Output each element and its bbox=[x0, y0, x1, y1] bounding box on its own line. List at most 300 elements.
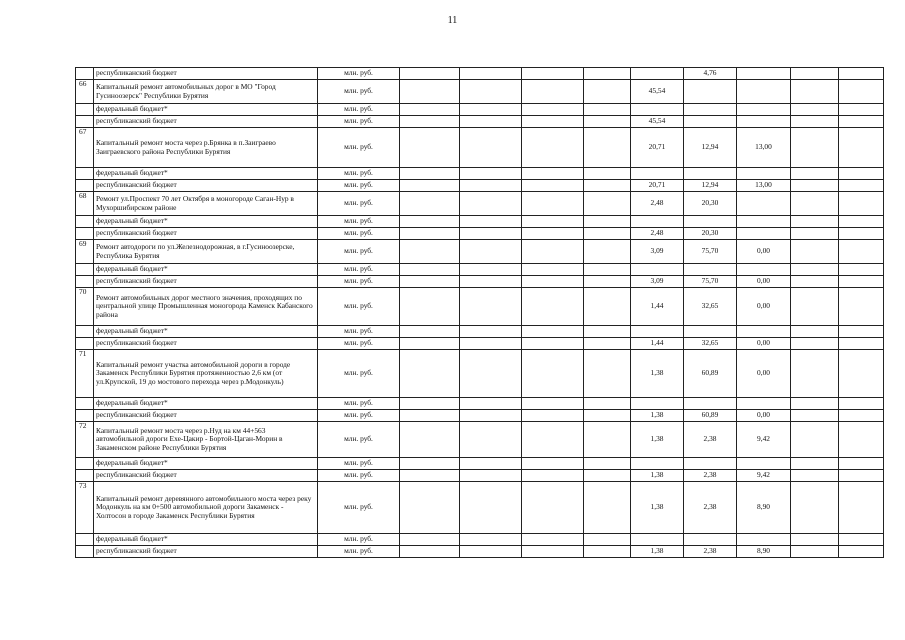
value-cell bbox=[631, 326, 684, 338]
value-cell bbox=[839, 546, 884, 558]
value-cell bbox=[400, 398, 460, 410]
value-cell bbox=[839, 338, 884, 350]
value-cell bbox=[791, 264, 839, 276]
item-name-cell: Ремонт ул.Проспект 70 лет Октября в моногороде Саган-Нур в Мухоршибирском районе bbox=[94, 192, 318, 216]
row-number-cell bbox=[76, 168, 94, 180]
value-cell bbox=[839, 216, 884, 228]
value-cell bbox=[839, 482, 884, 534]
value-cell bbox=[400, 276, 460, 288]
row-number-cell bbox=[76, 534, 94, 546]
value-cell bbox=[737, 326, 791, 338]
value-cell bbox=[460, 410, 522, 422]
value-cell: 2,38 bbox=[684, 422, 737, 458]
value-cell bbox=[584, 68, 631, 80]
value-cell bbox=[522, 192, 584, 216]
value-cell bbox=[684, 398, 737, 410]
row-number-cell bbox=[76, 410, 94, 422]
value-cell bbox=[839, 264, 884, 276]
value-cell bbox=[839, 68, 884, 80]
value-cell bbox=[400, 228, 460, 240]
value-cell: 32,65 bbox=[684, 338, 737, 350]
value-cell bbox=[839, 128, 884, 168]
value-cell bbox=[522, 264, 584, 276]
value-cell: 1,38 bbox=[631, 410, 684, 422]
value-cell bbox=[584, 398, 631, 410]
value-cell bbox=[839, 326, 884, 338]
unit-cell: млн. руб. bbox=[318, 410, 400, 422]
value-cell: 13,00 bbox=[737, 128, 791, 168]
value-cell bbox=[400, 80, 460, 104]
value-cell bbox=[400, 410, 460, 422]
value-cell bbox=[460, 228, 522, 240]
value-cell: 2,48 bbox=[631, 228, 684, 240]
value-cell: 1,44 bbox=[631, 338, 684, 350]
value-cell bbox=[522, 288, 584, 326]
value-cell bbox=[584, 168, 631, 180]
item-name-cell: республиканский бюджет bbox=[94, 68, 318, 80]
value-cell bbox=[631, 216, 684, 228]
value-cell bbox=[584, 288, 631, 326]
value-cell bbox=[737, 458, 791, 470]
page-number: 11 bbox=[447, 15, 458, 26]
table-row-budget bbox=[76, 180, 884, 192]
unit-cell: млн. руб. bbox=[318, 338, 400, 350]
value-cell bbox=[631, 534, 684, 546]
value-cell: 75,70 bbox=[684, 276, 737, 288]
value-cell bbox=[584, 80, 631, 104]
value-cell bbox=[584, 104, 631, 116]
value-cell bbox=[400, 192, 460, 216]
value-cell bbox=[460, 180, 522, 192]
value-cell: 20,30 bbox=[684, 192, 737, 216]
value-cell bbox=[839, 470, 884, 482]
value-cell bbox=[839, 228, 884, 240]
value-cell bbox=[460, 192, 522, 216]
unit-cell: млн. руб. bbox=[318, 276, 400, 288]
value-cell bbox=[400, 534, 460, 546]
item-name-cell: Капитальный ремонт автомобильных дорог в МО "Город Гусиноозерск" Республики Бурятия bbox=[94, 80, 318, 104]
unit-cell: млн. руб. bbox=[318, 180, 400, 192]
item-name-cell: федеральный бюджет* bbox=[94, 104, 318, 116]
item-name-cell: федеральный бюджет* bbox=[94, 216, 318, 228]
unit-cell: млн. руб. bbox=[318, 398, 400, 410]
value-cell bbox=[791, 326, 839, 338]
value-cell bbox=[522, 422, 584, 458]
value-cell bbox=[460, 482, 522, 534]
value-cell bbox=[684, 326, 737, 338]
unit-cell: млн. руб. bbox=[318, 470, 400, 482]
unit-cell: млн. руб. bbox=[318, 104, 400, 116]
row-number-cell bbox=[76, 264, 94, 276]
value-cell bbox=[791, 68, 839, 80]
item-name-cell: республиканский бюджет bbox=[94, 180, 318, 192]
table-row-item bbox=[76, 128, 884, 168]
value-cell bbox=[522, 338, 584, 350]
value-cell bbox=[737, 216, 791, 228]
value-cell bbox=[737, 192, 791, 216]
value-cell bbox=[684, 458, 737, 470]
value-cell bbox=[839, 104, 884, 116]
value-cell bbox=[584, 534, 631, 546]
value-cell bbox=[791, 276, 839, 288]
table-row-budget bbox=[76, 534, 884, 546]
value-cell: 32,65 bbox=[684, 288, 737, 326]
value-cell bbox=[460, 68, 522, 80]
value-cell bbox=[460, 276, 522, 288]
item-name-cell: Капитальный ремонт моста через р.Брянка в п.Заиграево Заиграевского района Республики Бурятия bbox=[94, 128, 318, 168]
value-cell bbox=[684, 534, 737, 546]
value-cell: 3,09 bbox=[631, 240, 684, 264]
value-cell bbox=[684, 264, 737, 276]
value-cell bbox=[839, 458, 884, 470]
value-cell: 12,94 bbox=[684, 180, 737, 192]
row-number-cell: 69 bbox=[76, 240, 94, 264]
value-cell bbox=[460, 116, 522, 128]
value-cell bbox=[522, 240, 584, 264]
row-number-cell: 71 bbox=[76, 350, 94, 398]
value-cell bbox=[522, 458, 584, 470]
value-cell bbox=[400, 350, 460, 398]
value-cell bbox=[631, 458, 684, 470]
value-cell bbox=[791, 80, 839, 104]
item-name-cell: республиканский бюджет bbox=[94, 546, 318, 558]
value-cell bbox=[400, 326, 460, 338]
unit-cell: млн. руб. bbox=[318, 546, 400, 558]
value-cell bbox=[460, 338, 522, 350]
item-name-cell: федеральный бюджет* bbox=[94, 398, 318, 410]
value-cell bbox=[522, 128, 584, 168]
value-cell bbox=[839, 534, 884, 546]
value-cell: 60,89 bbox=[684, 410, 737, 422]
value-cell: 20,71 bbox=[631, 180, 684, 192]
value-cell bbox=[400, 470, 460, 482]
value-cell bbox=[684, 80, 737, 104]
value-cell: 9,42 bbox=[737, 422, 791, 458]
value-cell bbox=[584, 192, 631, 216]
table-row-item bbox=[76, 80, 884, 104]
value-cell bbox=[791, 422, 839, 458]
value-cell bbox=[839, 240, 884, 264]
unit-cell: млн. руб. bbox=[318, 228, 400, 240]
table-row-item bbox=[76, 482, 884, 534]
value-cell bbox=[791, 546, 839, 558]
table-row-budget bbox=[76, 68, 884, 80]
value-cell bbox=[522, 276, 584, 288]
table-row-budget bbox=[76, 338, 884, 350]
item-name-cell: федеральный бюджет* bbox=[94, 168, 318, 180]
value-cell bbox=[839, 410, 884, 422]
value-cell bbox=[400, 482, 460, 534]
value-cell: 2,48 bbox=[631, 192, 684, 216]
unit-cell: млн. руб. bbox=[318, 326, 400, 338]
value-cell bbox=[522, 534, 584, 546]
item-name-cell: федеральный бюджет* bbox=[94, 534, 318, 546]
value-cell bbox=[460, 546, 522, 558]
unit-cell: млн. руб. bbox=[318, 128, 400, 168]
value-cell bbox=[400, 338, 460, 350]
unit-cell: млн. руб. bbox=[318, 422, 400, 458]
value-cell: 75,70 bbox=[684, 240, 737, 264]
unit-cell: млн. руб. bbox=[318, 80, 400, 104]
value-cell bbox=[460, 216, 522, 228]
value-cell bbox=[791, 410, 839, 422]
table-row-budget bbox=[76, 410, 884, 422]
value-cell bbox=[684, 104, 737, 116]
value-cell bbox=[839, 422, 884, 458]
row-number-cell bbox=[76, 338, 94, 350]
value-cell bbox=[839, 180, 884, 192]
row-number-cell: 73 bbox=[76, 482, 94, 534]
value-cell: 0,00 bbox=[737, 410, 791, 422]
unit-cell: млн. руб. bbox=[318, 264, 400, 276]
value-cell bbox=[584, 326, 631, 338]
value-cell: 1,38 bbox=[631, 546, 684, 558]
value-cell bbox=[400, 180, 460, 192]
table-row-item bbox=[76, 192, 884, 216]
value-cell: 8,90 bbox=[737, 482, 791, 534]
value-cell bbox=[522, 168, 584, 180]
row-number-cell bbox=[76, 470, 94, 482]
value-cell bbox=[400, 240, 460, 264]
unit-cell: млн. руб. bbox=[318, 288, 400, 326]
value-cell: 0,00 bbox=[737, 350, 791, 398]
row-number-cell bbox=[76, 458, 94, 470]
row-number-cell bbox=[76, 116, 94, 128]
value-cell bbox=[522, 546, 584, 558]
value-cell bbox=[584, 350, 631, 398]
item-name-cell: республиканский бюджет bbox=[94, 410, 318, 422]
value-cell bbox=[400, 546, 460, 558]
value-cell bbox=[522, 68, 584, 80]
value-cell bbox=[737, 116, 791, 128]
value-cell bbox=[791, 228, 839, 240]
value-cell bbox=[460, 350, 522, 398]
value-cell bbox=[400, 216, 460, 228]
table-row-budget bbox=[76, 228, 884, 240]
value-cell bbox=[460, 458, 522, 470]
table-body bbox=[76, 68, 884, 558]
unit-cell: млн. руб. bbox=[318, 192, 400, 216]
table-row-budget bbox=[76, 264, 884, 276]
value-cell: 0,00 bbox=[737, 276, 791, 288]
value-cell bbox=[791, 104, 839, 116]
table-row-budget bbox=[76, 546, 884, 558]
table-row-budget bbox=[76, 116, 884, 128]
value-cell bbox=[839, 398, 884, 410]
value-cell bbox=[791, 116, 839, 128]
unit-cell: млн. руб. bbox=[318, 534, 400, 546]
value-cell bbox=[737, 534, 791, 546]
value-cell: 1,38 bbox=[631, 422, 684, 458]
value-cell bbox=[584, 338, 631, 350]
item-name-cell: республиканский бюджет bbox=[94, 338, 318, 350]
value-cell bbox=[684, 216, 737, 228]
value-cell: 2,38 bbox=[684, 470, 737, 482]
item-name-cell: республиканский бюджет bbox=[94, 470, 318, 482]
value-cell bbox=[522, 228, 584, 240]
table-row-budget bbox=[76, 458, 884, 470]
value-cell bbox=[791, 216, 839, 228]
unit-cell: млн. руб. bbox=[318, 482, 400, 534]
value-cell bbox=[791, 192, 839, 216]
value-cell bbox=[791, 168, 839, 180]
value-cell bbox=[631, 398, 684, 410]
value-cell bbox=[522, 482, 584, 534]
row-number-cell: 67 bbox=[76, 128, 94, 168]
budget-table bbox=[75, 67, 884, 558]
unit-cell: млн. руб. bbox=[318, 240, 400, 264]
table-row-budget bbox=[76, 276, 884, 288]
value-cell bbox=[737, 104, 791, 116]
value-cell bbox=[791, 338, 839, 350]
value-cell bbox=[684, 168, 737, 180]
value-cell: 1,38 bbox=[631, 482, 684, 534]
value-cell bbox=[839, 192, 884, 216]
value-cell bbox=[791, 458, 839, 470]
value-cell bbox=[584, 470, 631, 482]
unit-cell: млн. руб. bbox=[318, 116, 400, 128]
value-cell: 0,00 bbox=[737, 240, 791, 264]
item-name-cell: Капитальный ремонт моста через р.Нуд на км 44+563 автомобильной дороги Ехе-Цакир - Бортой-Цаган-Морин в Закаменском районе Республики Бурятия bbox=[94, 422, 318, 458]
value-cell bbox=[839, 288, 884, 326]
value-cell bbox=[522, 216, 584, 228]
value-cell bbox=[522, 350, 584, 398]
value-cell bbox=[791, 350, 839, 398]
value-cell bbox=[791, 482, 839, 534]
value-cell bbox=[522, 410, 584, 422]
value-cell bbox=[839, 168, 884, 180]
value-cell bbox=[522, 104, 584, 116]
value-cell bbox=[522, 398, 584, 410]
value-cell bbox=[400, 68, 460, 80]
value-cell: 45,54 bbox=[631, 116, 684, 128]
value-cell: 12,94 bbox=[684, 128, 737, 168]
row-number-cell: 66 bbox=[76, 80, 94, 104]
value-cell bbox=[522, 80, 584, 104]
value-cell bbox=[400, 128, 460, 168]
row-number-cell bbox=[76, 68, 94, 80]
value-cell: 20,30 bbox=[684, 228, 737, 240]
value-cell bbox=[737, 228, 791, 240]
value-cell: 45,54 bbox=[631, 80, 684, 104]
value-cell bbox=[400, 264, 460, 276]
value-cell bbox=[791, 398, 839, 410]
value-cell bbox=[584, 116, 631, 128]
value-cell: 20,71 bbox=[631, 128, 684, 168]
value-cell bbox=[737, 398, 791, 410]
value-cell: 2,38 bbox=[684, 482, 737, 534]
table-row-item bbox=[76, 240, 884, 264]
value-cell bbox=[460, 168, 522, 180]
value-cell: 13,00 bbox=[737, 180, 791, 192]
value-cell: 3,09 bbox=[631, 276, 684, 288]
table-row-item bbox=[76, 350, 884, 398]
value-cell bbox=[584, 228, 631, 240]
value-cell bbox=[584, 128, 631, 168]
row-number-cell bbox=[76, 228, 94, 240]
row-number-cell: 70 bbox=[76, 288, 94, 326]
value-cell bbox=[400, 104, 460, 116]
value-cell bbox=[584, 180, 631, 192]
row-number-cell bbox=[76, 398, 94, 410]
value-cell bbox=[460, 104, 522, 116]
table-row-item bbox=[76, 422, 884, 458]
value-cell bbox=[737, 80, 791, 104]
table-row-budget bbox=[76, 104, 884, 116]
table-row-budget bbox=[76, 216, 884, 228]
value-cell: 4,76 bbox=[684, 68, 737, 80]
value-cell bbox=[400, 422, 460, 458]
item-name-cell: Ремонт автодороги по ул.Железнодорожная, в г.Гусиноозерске, Республика Бурятия bbox=[94, 240, 318, 264]
row-number-cell bbox=[76, 104, 94, 116]
item-name-cell: Капитальный ремонт участка автомобильной дороги в городе Закаменск Республики Бурятия протяженностью 2,6 км (от ул.Крупской, 19 до мостового перехода через р.Модонкуль) bbox=[94, 350, 318, 398]
value-cell bbox=[839, 80, 884, 104]
row-number-cell bbox=[76, 546, 94, 558]
unit-cell: млн. руб. bbox=[318, 216, 400, 228]
value-cell bbox=[839, 276, 884, 288]
value-cell: 1,38 bbox=[631, 350, 684, 398]
table-row-budget bbox=[76, 470, 884, 482]
value-cell bbox=[791, 128, 839, 168]
value-cell bbox=[684, 116, 737, 128]
value-cell bbox=[460, 80, 522, 104]
value-cell bbox=[460, 326, 522, 338]
value-cell bbox=[584, 276, 631, 288]
value-cell bbox=[791, 288, 839, 326]
value-cell bbox=[400, 458, 460, 470]
value-cell bbox=[460, 398, 522, 410]
value-cell bbox=[584, 264, 631, 276]
value-cell bbox=[584, 422, 631, 458]
value-cell: 1,38 bbox=[631, 470, 684, 482]
value-cell bbox=[584, 482, 631, 534]
item-name-cell: Капитальный ремонт деревянного автомобильного моста через реку Модонкуль на км 0+500 автомобильной дороги Закаменск - Холтосон в городе Закаменск Республики Бурятия bbox=[94, 482, 318, 534]
value-cell bbox=[522, 180, 584, 192]
table-row-budget bbox=[76, 326, 884, 338]
value-cell bbox=[791, 240, 839, 264]
value-cell: 0,00 bbox=[737, 338, 791, 350]
row-number-cell: 68 bbox=[76, 192, 94, 216]
value-cell bbox=[839, 350, 884, 398]
value-cell bbox=[791, 534, 839, 546]
value-cell bbox=[522, 470, 584, 482]
value-cell bbox=[460, 128, 522, 168]
value-cell bbox=[791, 470, 839, 482]
value-cell bbox=[460, 534, 522, 546]
value-cell bbox=[737, 264, 791, 276]
value-cell bbox=[460, 470, 522, 482]
item-name-cell: федеральный бюджет* bbox=[94, 458, 318, 470]
table-row-budget bbox=[76, 168, 884, 180]
value-cell: 8,90 bbox=[737, 546, 791, 558]
value-cell: 2,38 bbox=[684, 546, 737, 558]
value-cell bbox=[400, 116, 460, 128]
value-cell bbox=[584, 410, 631, 422]
value-cell: 1,44 bbox=[631, 288, 684, 326]
item-name-cell: Ремонт автомобильных дорог местного значения, проходящих по центральной улице Промышленная моногорода Каменск Кабанского района bbox=[94, 288, 318, 326]
value-cell bbox=[737, 68, 791, 80]
item-name-cell: федеральный бюджет* bbox=[94, 264, 318, 276]
row-number-cell bbox=[76, 180, 94, 192]
row-number-cell bbox=[76, 326, 94, 338]
value-cell: 0,00 bbox=[737, 288, 791, 326]
value-cell bbox=[460, 240, 522, 264]
unit-cell: млн. руб. bbox=[318, 350, 400, 398]
value-cell bbox=[631, 104, 684, 116]
row-number-cell bbox=[76, 216, 94, 228]
unit-cell: млн. руб. bbox=[318, 68, 400, 80]
value-cell bbox=[631, 168, 684, 180]
